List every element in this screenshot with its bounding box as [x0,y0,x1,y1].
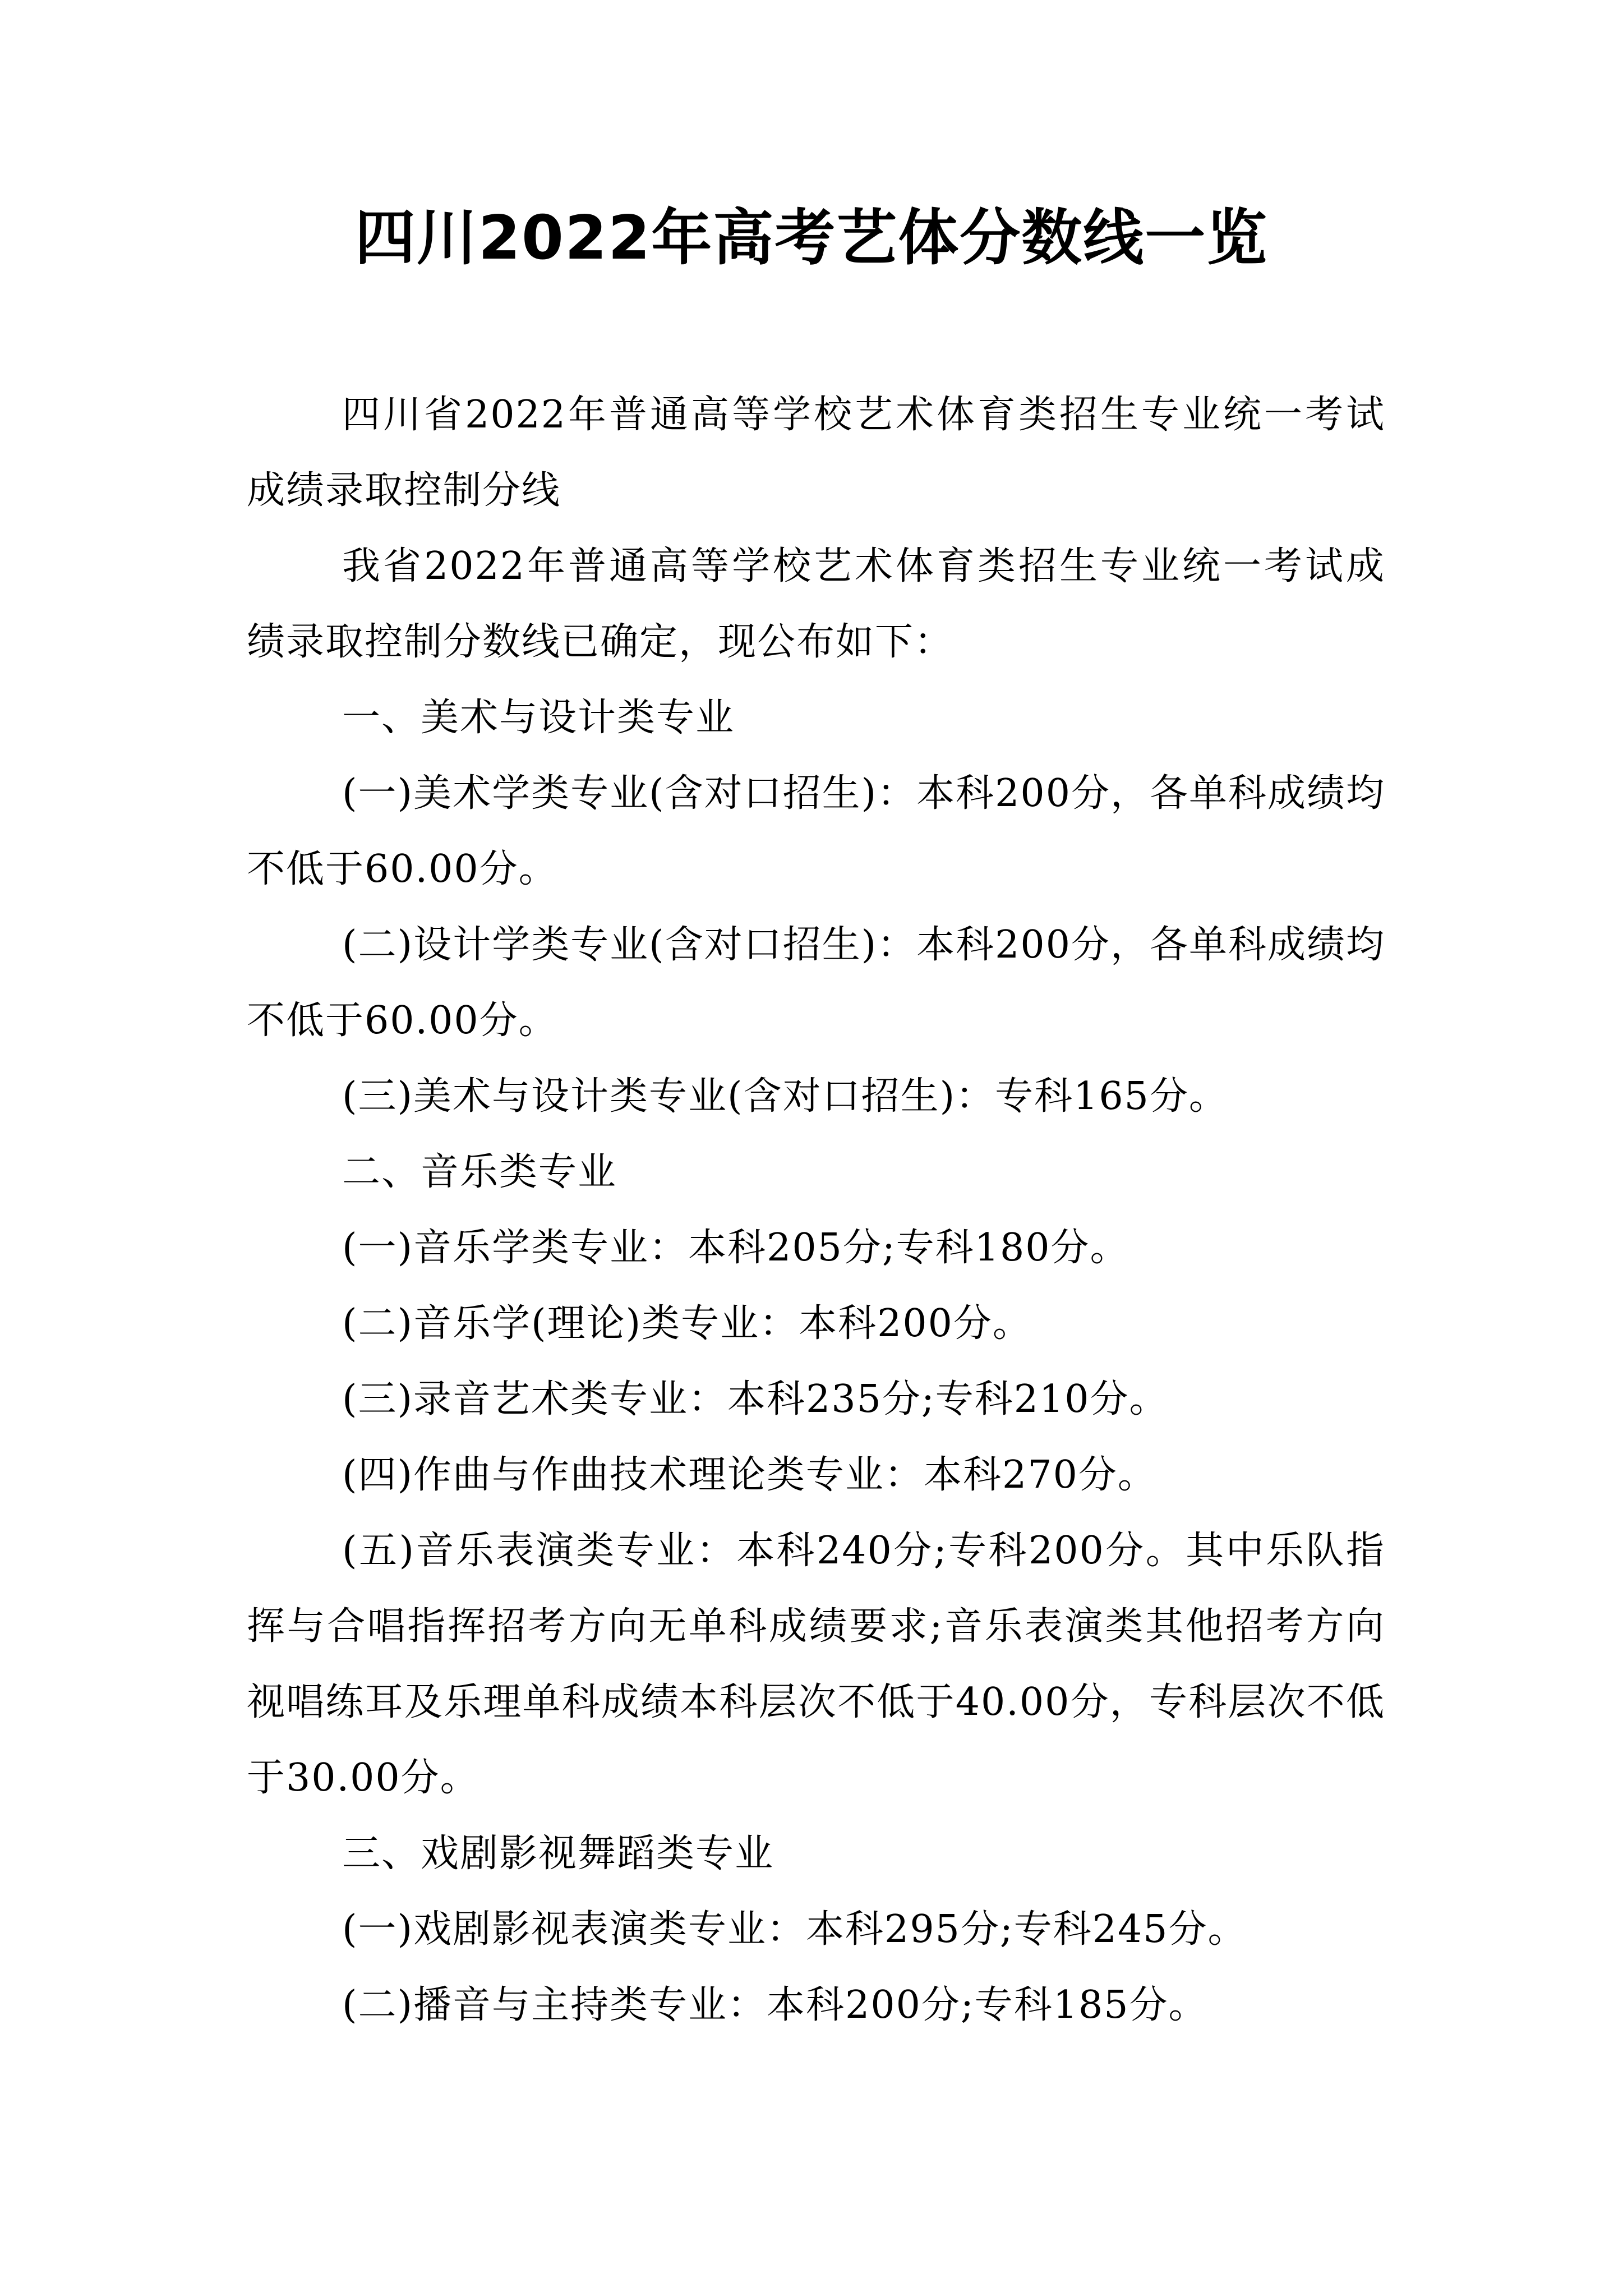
document-body [247,377,1385,2043]
section-heading-music: 二、音乐类专业 [342,1150,617,1194]
document-title: 四川2022年高考艺体分数线一览 [354,203,1269,273]
paragraph-broadcasting-hosting: (二)播音与主持类专业：本科200分;专科185分。 [342,1983,1208,2027]
paragraph-music-performance: (五)音乐表演类专业：本科240分;专科200分。其中乐队指挥与合唱指挥招考方向无单科成绩要求;音乐表演类其他招考方向视唱练耳及乐理单科成绩本科层次不低于40.00分，专科层次不低于30.00分。 [247,1529,1385,1800]
paragraph-announcement: 我省2022年普通高等学校艺术体育类招生专业统一考试成绩录取控制分数线已确定，现公布如下： [247,544,1385,664]
paragraph-recording-arts: (三)录音艺术类专业：本科235分;专科210分。 [342,1377,1169,1421]
section-heading-art-design: 一、美术与设计类专业 [342,696,735,740]
paragraph-drama-film-performance: (一)戏剧影视表演类专业：本科295分;专科245分。 [342,1907,1247,1952]
paragraph-musicology: (一)音乐学类专业：本科205分;专科180分。 [342,1226,1129,1270]
paragraph-fine-arts: (一)美术学类专业(含对口招生)：本科200分，各单科成绩均不低于60.00分。 [247,771,1385,891]
section-heading-drama-film-dance: 三、戏剧影视舞蹈类专业 [342,1832,774,1876]
paragraph-design: (二)设计学类专业(含对口招生)：本科200分，各单科成绩均不低于60.00分。 [247,923,1385,1043]
paragraph-composition: (四)作曲与作曲技术理论类专业：本科270分。 [342,1453,1157,1497]
paragraph-music-theory: (二)音乐学(理论)类专业：本科200分。 [342,1301,1032,1346]
paragraph-intro-heading: 四川省2022年普通高等学校艺术体育类招生专业统一考试成绩录取控制分线 [247,393,1385,513]
paragraph-art-design-junior: (三)美术与设计类专业(含对口招生)：专科165分。 [342,1074,1228,1119]
